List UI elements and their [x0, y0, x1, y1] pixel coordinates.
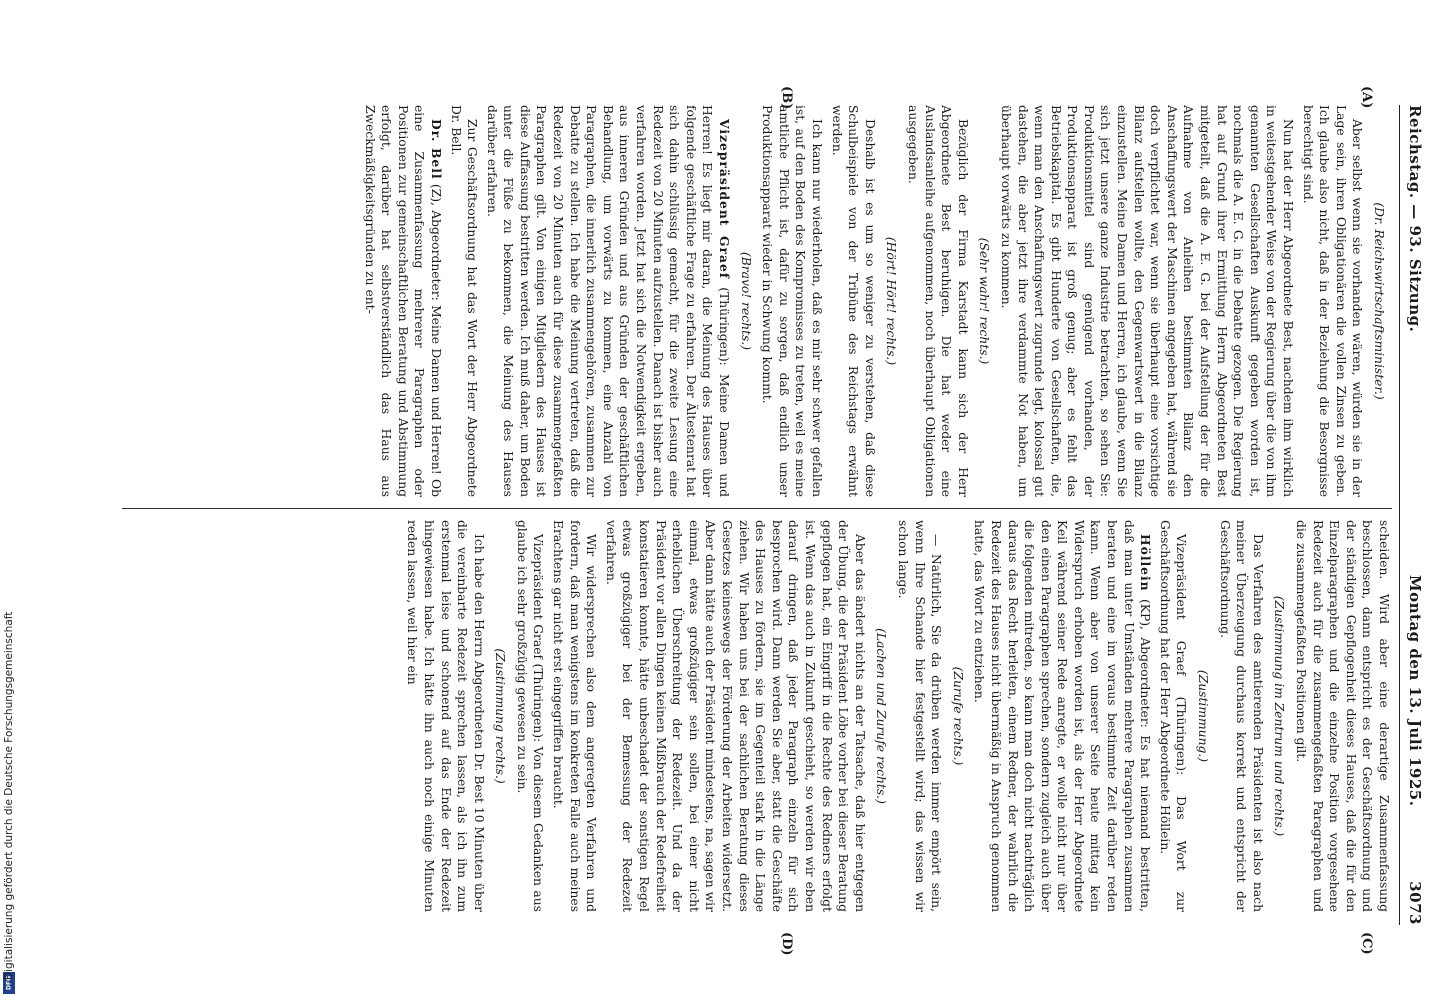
- paragraph: Aber selbst wenn sie vorhanden wären, würden sie in der Lage sein, ihren Obligationären die vollen Zinsen zu geben. Ich glaube also nicht, daß in der Beziehung die Besorgnisse berechtigt sind.: [1300, 105, 1365, 497]
- speaker-name: Dr. Bell: [428, 119, 444, 180]
- paragraph: — Natürlich, Sie da drüben werden immer empört sein, wenn Ihre Schande hier festgestellt wird; das wissen wir schon lange.: [895, 520, 944, 912]
- header-session: Reichstag. — 93. Sitzung.: [1406, 105, 1424, 333]
- speech-text: (KP), Abgeordneter: Es hat niemand bestritten, daß man unter Umständen mehrere Paragraphen zusammen beraten und eine im voraus bestimmte Zeit darüber reden kann. Wenn aber von unserer Seite heute mittag kein Widerspruch erhoben worden ist, als der Herr Abgeordnete Keil während seiner Rede anregte, er wolle nicht nur über den einen Paragraphen sprechen, sondern zugleich auch über die folgenden mitreden, so kann man doch nicht nachträglich daraus das Recht herleiten, einem Redner, der wahrlich die Redezeit des Hauses nicht übermäßig in Anspruch genommen hatte, das Wort zu entziehen.: [972, 520, 1153, 912]
- speaker-name: Vizepräsident Graef: [717, 119, 733, 280]
- paragraph: Vizepräsident Graef (Thüringen): Das Wort zur Geschäftsordnung hat der Herr Abgeordnete Höllein.: [1157, 520, 1189, 912]
- paragraph: Das Verfahren des amtierenden Präsidenten ist also nach meiner Überzeugung durchaus korrekt und entspricht der Geschäftsordnung.: [1217, 520, 1265, 912]
- margin-letter-c: (C): [1359, 932, 1374, 955]
- document-page: [105, 0, 1434, 1000]
- interjection: (Sehr wahr! rechts.): [977, 237, 992, 365]
- speech-text: (Z), Abgeordneter: Meine Damen und Herren! Ob eine Zusammenfassung mehrerer Paragraphen oder Positionen zur gemeinschaftlichen Beratung und Abstimmung erfolgt, darüber hat selbstverständlich das Haus aus Zweckmäßigkeitsgründen zu ent-: [362, 105, 443, 497]
- margin-letter-a: (A): [1359, 86, 1374, 109]
- page-header: [1399, 105, 1426, 925]
- speaker-name: Höllein: [1138, 534, 1154, 592]
- header-date: Montag den 13. Juli 1925.: [1406, 575, 1424, 807]
- speech-paragraph: [361, 105, 444, 497]
- speech-paragraph: [483, 105, 732, 497]
- paragraph: Ich kann nur wiederholen, daß es mir sehr schwer gefallen ist, auf den Boden des Kompromisses zu treten, weil es meine amtliche Pflicht ist, dafür zu sorgen, daß endlich unser Produktionsapparat wieder in Schwung kommt.: [760, 105, 824, 497]
- paragraph: Vizepräsident Graef (Thüringen): Von diesem Gedanken aus glaube ich sehr großzügig gewesen zu sein.: [514, 520, 546, 912]
- interjection: (Zustimmung.): [1196, 669, 1211, 763]
- left-column: [112, 105, 1392, 497]
- paragraph: Deshalb ist es um so weniger zu verstehen, daß diese Schulbeispiele von der Tribüne des Reichstags erwähnt werden.: [829, 105, 877, 497]
- speech-paragraph: [971, 520, 1154, 912]
- interjection: (Zustimmung rechts.): [493, 648, 508, 784]
- paragraph: Bezüglich der Firma Karstadt kann sich der Herr Abgeordnete Best beruhigen. Die hat weder eine Auslandsanleihe aufgenommen, noch überhaupt Obligationen ausgegeben.: [905, 105, 970, 497]
- paragraph: scheiden. Wird aber eine derartige Zusammenfassung beschlossen, dann entspricht es der Geschäftsordnung und der ständigen Gepflogenheit dieses Hauses, daß die für den Einzelparagraphen und die einzelne Position vorgesehene Redezeit auch für die zusammengefaßten Paragraphen und die zusammengefaßten Positionen gilt.: [1294, 520, 1391, 912]
- credit-text: Digitalisierung gefördert durch die Deutsche Forschungsgemeinschaft: [3, 611, 15, 980]
- speech-text: (Thüringen): Meine Damen und Herren! Es liegt mir daran, die Meinung des Hauses über folgende geschäftliche Frage zu erfahren. Der Ältestenrat hat sich dahin schlüssig gemacht, für die zweite Lesung eine Redezeit von 20 Minuten aufzustellen. Danach ist bisher auch verfahren worden. Jetzt hat sich die Notwendigkeit ergeben, aus inneren Gründen und aus Gründen der geschäftlichen Behandlung, um vorwärts zu kommen, eine Anzahl von Paragraphen, die innerlich zusammengehören, zusammen zur Debatte zu stellen. Ich habe die Meinung vertreten, daß die Redezeit von 20 Minuten auch für diese zusammengefaßten Paragraphen gilt. Von einigen Mitgliedern des Hauses ist diese Auffassung bestritten werden. Ich muß daher, um Boden unter die Füße zu bekommen, die Meinung des Hauses darüber erfahren.: [484, 105, 732, 497]
- paragraph: Aber das ändert nichts an der Tatsache, daß hier entgegen der Übung, die der Präsident Löbe vorher bei dieser Beratung gepflogen hat, ein Eingriff in die Rechte des Redners erfolgt ist. Wenn das auch in Zukunft geschieht, so werden wir eben darauf dringen, daß jeder Paragraph einzeln für sich besprochen wird. Dann werden Sie aber, statt die Geschäfte des Hauses zu fördern, sie im Gegenteil stark in die Länge ziehen. Wir haben uns bei der sachlichen Beratung dieses Gesetzes keineswegs der Förderung der Arbeiten widersetzt. Aber dann hätte auch der Präsident mindestens, na, sagen wir einmal, etwas großzügiger sein sollen, bei einer nicht erheblichen Überschreitung der Redezeit. Und da der Präsident vor allen Dingen keinen Mißbrauch der Redefreiheit konstatieren konnte, hätte unbeschadet der sonstigen Regel etwas großzügiger bei der Bemessung der Redezeit verfahren.: [603, 520, 867, 912]
- paragraph: Zur Geschäftsordnung hat das Wort der Herr Abgeordnete Dr. Bell.: [448, 105, 480, 497]
- interjection: (Zurufe rechts.): [950, 666, 965, 766]
- paragraph: Ich habe den Herrn Abgeordneten Dr. Best 10 Minuten über die vereinbarte Redezeit sprechen lassen, als ich ihn zum erstenmal leise und schonend auf das Ende der Redezeit hingewiesen habe. Ich hätte ihn auch noch einige Minuten reden lassen, weil hier ein: [405, 520, 486, 912]
- interjection: (Zustimmung im Zentrum und rechts.): [1272, 595, 1287, 837]
- dfg-logo: DFG: [3, 972, 15, 994]
- paragraph: Nun hat der Herr Abgeordnete Best, nachdem ihm wirklich in weitestgehender Weise von der Regierung über die von ihm genannten Gesellschaften Auskunft gegeben worden ist, nochmals die A. E. G. in die Debatte gezogen. Die Regierung hat auf Grund ihrer Ermittlung Herrn Abgeordneten Best mitgeteilt, daß die A. E. G. bei der Aufstellung der für die Aufnahme von Anleihen bestimmten Bilanz den Anschaffungswert der Maschinen angegeben hat, während sie doch verpflichtet war, wenn sie überhaupt eine vorsichtige Bilanz aufstellen wollte, den Gegenwartswert in die Bilanz einzustellen. Meine Damen und Herren, ich glaube, wenn Sie sich jetzt unsere ganze Industrie betrachten, so sehen Sie: Produktionsmittel sind genügend vorhanden, der Produktionsapparat ist groß genug; aber es fehlt das Betriebskapital. Es gibt Hunderte von Gesellschaften, die, wenn man den Anschaffungswert zugrunde legt, kolossal gut dastehen, die aber jetzt ihre verdammte Not haben, um überhaupt vorwärts zu kommen.: [998, 105, 1296, 497]
- digitization-credit: [0, 0, 20, 1000]
- page-number: 3073: [1406, 881, 1424, 925]
- interjection: (Bravo! rechts.): [738, 251, 753, 351]
- margin-letter-d: (D): [779, 932, 794, 956]
- paragraph: Wir widersprechen also dem angeregten Verfahren und fordern, daß man wenigstens im konkreten Falle auch meines Erachtens gar nicht erst eingegriffen braucht.: [551, 520, 599, 912]
- speaker-note: (Dr. Reichswirtschaftsminister.): [1372, 202, 1386, 400]
- column-divider: [122, 508, 1392, 509]
- interjection: (Hört! Hört! rechts.): [884, 236, 899, 366]
- interjection: (Lachen und Zurufe rechts.): [874, 628, 889, 804]
- margin-letter-b: (B): [779, 86, 794, 110]
- right-column: [112, 520, 1392, 912]
